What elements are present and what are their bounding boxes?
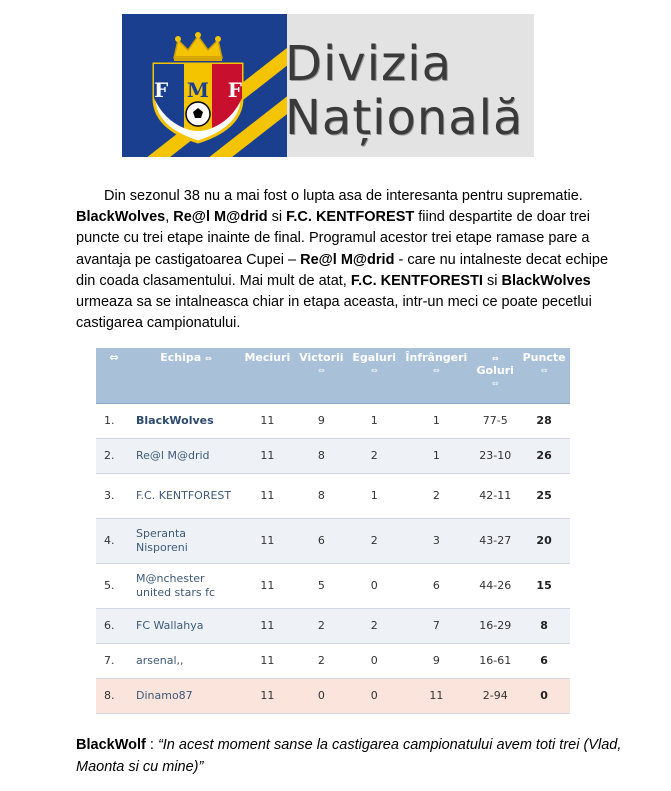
cell-pos: 4. (96, 518, 132, 563)
table-row (96, 608, 570, 643)
cell-goals: 42-11 (472, 473, 518, 518)
cell-draws: 1 (348, 473, 400, 518)
cell-losses: 1 (400, 438, 472, 473)
cell-pos: 2. (96, 438, 132, 473)
col-header-draws[interactable] (348, 348, 400, 403)
table-row (96, 518, 570, 563)
cell-wins: 9 (295, 403, 348, 438)
para-text: fiind despartite de doar trei puncte cu trei etape inainte de final. Programul acestor trei etape ramase pare a avantaja pe castigatoarea Cupei – (76, 209, 590, 268)
cell-draws: 0 (348, 563, 400, 608)
cell-wins: 6 (295, 518, 348, 563)
table-header-row (96, 348, 570, 403)
quote-speaker: BlackWolf (76, 737, 146, 753)
cell-played: 11 (240, 518, 295, 563)
sort-icon: ⇔ (109, 351, 119, 364)
cell-wins: 8 (295, 438, 348, 473)
cell-goals: 16-29 (472, 608, 518, 643)
cell-played: 11 (240, 608, 295, 643)
cell-losses: 6 (400, 563, 472, 608)
table-row (96, 678, 570, 713)
col-header-goals-label: Goluri (476, 364, 514, 377)
cell-losses: 9 (400, 643, 472, 678)
team-mention: Re@l M@drid (173, 209, 268, 226)
cell-team[interactable]: BlackWolves (132, 403, 240, 438)
cell-wins: 2 (295, 608, 348, 643)
cell-wins: 5 (295, 563, 348, 608)
crest-letter-f2: F (227, 78, 242, 102)
cell-points: 20 (518, 518, 570, 563)
cell-goals: 2-94 (472, 678, 518, 713)
cell-losses: 2 (400, 473, 472, 518)
table-row (96, 563, 570, 608)
cell-played: 11 (240, 473, 295, 518)
sort-icon: ⇔ (433, 366, 440, 375)
table-row (96, 473, 570, 518)
quote-text: “In acest moment sanse la castigarea campionatului avem toti trei (Vlad, Maonta si cu mine)” (76, 737, 622, 775)
team-mention: BlackWolves (501, 272, 591, 289)
para-text: Din sezonul 38 nu a mai fost o lupta asa de interesanta pentru suprematie. (104, 188, 583, 204)
cell-draws: 0 (348, 678, 400, 713)
team-mention: BlackWolves (76, 209, 166, 226)
cell-team[interactable]: Dinamo87 (132, 678, 240, 713)
cell-team[interactable]: arsenal,, (132, 643, 240, 678)
cell-team[interactable]: FC Wallahya (132, 608, 240, 643)
cell-pos: 3. (96, 473, 132, 518)
cell-losses: 1 (400, 403, 472, 438)
cell-played: 11 (240, 563, 295, 608)
cell-draws: 2 (348, 518, 400, 563)
col-header-losses-label: Înfrângeri (405, 351, 468, 364)
cell-points: 8 (518, 608, 570, 643)
col-header-pos[interactable] (96, 348, 132, 403)
cell-losses: 3 (400, 518, 472, 563)
cell-played: 11 (240, 438, 295, 473)
sort-icon: ⇔ (205, 354, 212, 363)
col-header-points-label: Puncte (522, 351, 566, 364)
cell-goals: 77-5 (472, 403, 518, 438)
cell-losses: 7 (400, 608, 472, 643)
cell-played: 11 (240, 678, 295, 713)
cell-goals: 23-10 (472, 438, 518, 473)
table-row (96, 438, 570, 473)
para-text: si (267, 209, 287, 226)
quote-separator: : (145, 737, 158, 753)
cell-goals: 16-61 (472, 643, 518, 678)
col-header-wins[interactable] (295, 348, 348, 403)
para-text: si (482, 272, 502, 289)
cell-pos: 8. (96, 678, 132, 713)
cell-pos: 6. (96, 608, 132, 643)
cell-wins: 2 (295, 643, 348, 678)
cell-pos: 1. (96, 403, 132, 438)
team-mention: Re@l M@drid (300, 251, 395, 268)
cell-points: 28 (518, 403, 570, 438)
cell-played: 11 (240, 403, 295, 438)
banner-title-line1: Divizia (285, 36, 452, 92)
sort-icon: ⇔ (491, 379, 499, 388)
cell-draws: 2 (348, 608, 400, 643)
cell-points: 25 (518, 473, 570, 518)
sort-icon: ⇔ (318, 366, 325, 375)
table-row (96, 403, 570, 438)
cell-team[interactable]: Speranta Nisporeni (132, 518, 240, 563)
cell-team[interactable]: F.C. KENTFOREST (132, 473, 240, 518)
col-header-team[interactable] (132, 348, 240, 403)
col-header-wins-label: Victorii (299, 351, 344, 364)
team-mention: F.C. KENTFORESTI (350, 272, 483, 289)
table-row (96, 643, 570, 678)
col-header-played[interactable] (240, 348, 295, 403)
crest-letters (154, 78, 242, 102)
para-text: - care nu intalneste decat echipe din coada clasamentului. Mai mult de atat, (76, 251, 609, 289)
cell-points: 6 (518, 643, 570, 678)
cell-losses: 11 (400, 678, 472, 713)
standings-table (96, 348, 570, 714)
cell-points: 15 (518, 563, 570, 608)
sort-icon: ⇔ (491, 354, 499, 363)
cell-goals: 44-26 (472, 563, 518, 608)
sort-icon: ⇔ (540, 366, 548, 375)
cell-team[interactable]: Re@l M@drid (132, 438, 240, 473)
banner-title-line2: Națională (285, 90, 524, 146)
col-header-losses[interactable] (400, 348, 472, 403)
cell-points: 0 (518, 678, 570, 713)
para-text: urmeaza sa se intalneasca chiar in etapa aceasta, intr-un meci ce poate pecetlui castigarea campionatului. (76, 294, 592, 332)
cell-pos: 7. (96, 643, 132, 678)
col-header-team-label: Echipa (160, 351, 202, 364)
crest-letter-f1: F (154, 78, 169, 102)
banner-blue-panel (122, 14, 287, 157)
cell-pos: 5. (96, 563, 132, 608)
cell-team[interactable]: M@nchester united stars fc (132, 563, 240, 608)
cell-wins: 8 (295, 473, 348, 518)
cell-played: 11 (240, 643, 295, 678)
banner-image (122, 14, 534, 157)
sort-icon: ⇔ (370, 366, 378, 375)
cell-wins: 0 (295, 678, 348, 713)
col-header-draws-label: Egaluri (352, 351, 397, 364)
col-header-played-label: Meciuri (244, 351, 291, 364)
cell-goals: 43-27 (472, 518, 518, 563)
col-header-points[interactable] (518, 348, 570, 403)
cell-draws: 1 (348, 403, 400, 438)
cell-draws: 0 (348, 643, 400, 678)
team-mention: F.C. KENTFOREST (286, 209, 415, 226)
crest-letter-m: M (186, 78, 210, 102)
para-text: , (165, 209, 174, 226)
quote-block (76, 734, 636, 778)
cell-draws: 2 (348, 438, 400, 473)
intro-paragraph (76, 186, 616, 334)
cell-points: 26 (518, 438, 570, 473)
col-header-goals[interactable] (472, 348, 518, 403)
